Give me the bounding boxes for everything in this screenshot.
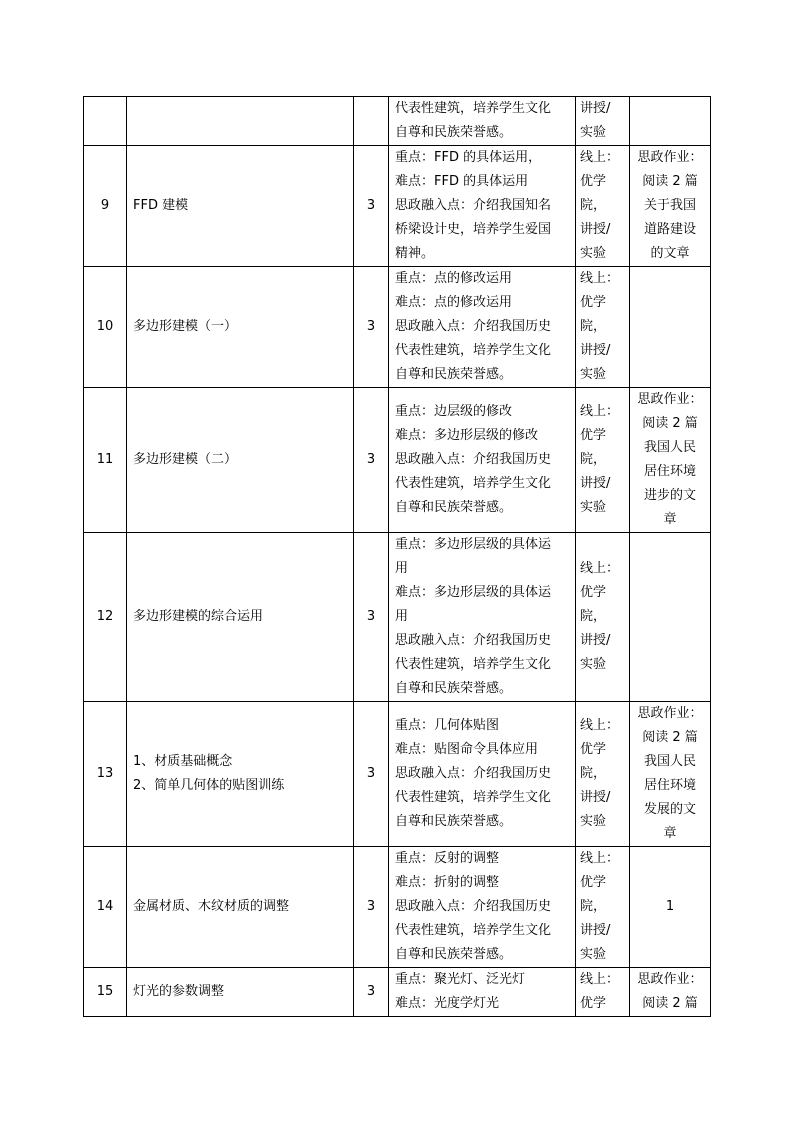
teaching-mode-cell — [576, 146, 630, 267]
homework-cell-line: 章 — [663, 512, 677, 527]
content-cell-line: 重点：几何体贴图 — [395, 718, 500, 733]
table-row — [84, 533, 711, 702]
content-cell — [389, 847, 576, 968]
homework-cell-line: 我国人民 — [643, 754, 696, 769]
teaching-mode-cell — [576, 702, 630, 847]
topic-cell — [127, 388, 354, 533]
content-cell-line: 代表性建筑，培养学生文化 — [395, 923, 552, 938]
teaching-mode-cell-line: 优学 — [580, 174, 607, 189]
homework-cell-line: 的文章 — [650, 246, 690, 261]
teaching-mode-cell-line: 线上： — [580, 150, 620, 165]
teaching-mode-cell-line: 实验 — [580, 500, 607, 515]
week-number-cell: 15 — [84, 968, 127, 1017]
teaching-mode-cell-line: 讲授/ — [580, 101, 611, 116]
homework-cell — [630, 533, 711, 702]
topic-cell — [127, 97, 354, 146]
hours-cell: 3 — [354, 267, 389, 388]
content-cell-line: 难点：光度学灯光 — [395, 996, 500, 1011]
homework-cell — [630, 146, 711, 267]
teaching-mode-cell-line: 讲授/ — [580, 633, 611, 648]
teaching-mode-cell — [576, 97, 630, 146]
teaching-mode-cell-line: 实验 — [580, 125, 607, 140]
topic-cell-line: FFD 建模 — [133, 198, 189, 213]
table-row — [84, 702, 711, 847]
teaching-mode-cell-line: 讲授/ — [580, 343, 611, 358]
table-body — [84, 97, 711, 1017]
content-cell-line: 思政融入点：介绍我国历史 — [395, 633, 552, 648]
content-cell-line: 难点：贴图命令具体应用 — [395, 742, 539, 757]
week-number-cell: 10 — [84, 267, 127, 388]
teaching-mode-cell-line: 院， — [580, 198, 607, 213]
homework-cell-line: 阅读 2 篇 — [642, 730, 698, 745]
week-number-cell — [84, 97, 127, 146]
homework-cell-line: 阅读 2 篇 — [642, 416, 698, 431]
homework-cell-line: 进步的文 — [643, 488, 696, 503]
content-cell-line: 用 — [395, 561, 409, 576]
homework-cell — [630, 702, 711, 847]
content-cell-line: 自尊和民族荣誉感。 — [395, 125, 513, 140]
content-cell-line: 思政融入点：介绍我国知名 — [395, 198, 552, 213]
week-number-cell: 12 — [84, 533, 127, 702]
homework-cell — [630, 267, 711, 388]
teaching-mode-cell-line: 优学 — [580, 996, 607, 1011]
teaching-mode-cell-line: 优学 — [580, 428, 607, 443]
topic-cell — [127, 847, 354, 968]
content-cell-line: 桥梁设计史，培养学生爱国 — [395, 222, 552, 237]
teaching-mode-cell-line: 讲授/ — [580, 923, 611, 938]
homework-cell-line: 1 — [665, 899, 675, 914]
hours-cell — [354, 97, 389, 146]
teaching-mode-cell-line: 讲授/ — [580, 222, 611, 237]
teaching-mode-cell-line: 实验 — [580, 814, 607, 829]
teaching-mode-cell — [576, 968, 630, 1017]
table-row — [84, 388, 711, 533]
homework-cell-line: 阅读 2 篇 — [642, 174, 698, 189]
hours-cell: 3 — [354, 847, 389, 968]
table-row — [84, 267, 711, 388]
content-cell-line: 思政融入点：介绍我国历史 — [395, 319, 552, 334]
homework-cell — [630, 847, 711, 968]
homework-cell-line: 居住环境 — [643, 464, 696, 479]
teaching-mode-cell-line: 线上： — [580, 718, 620, 733]
homework-cell — [630, 968, 711, 1017]
teaching-mode-cell-line: 实验 — [580, 367, 607, 382]
teaching-mode-cell-line: 讲授/ — [580, 476, 611, 491]
teaching-mode-cell-line: 讲授/ — [580, 790, 611, 805]
homework-cell-line: 思政作业： — [637, 150, 703, 165]
teaching-mode-cell-line: 实验 — [580, 246, 607, 261]
content-cell-line: 难点：多边形层级的具体运 — [395, 585, 552, 600]
content-cell — [389, 533, 576, 702]
teaching-mode-cell-line: 优学 — [580, 585, 607, 600]
teaching-mode-cell-line: 优学 — [580, 742, 607, 757]
teaching-mode-cell-line: 优学 — [580, 875, 607, 890]
content-cell-line: 自尊和民族荣誉感。 — [395, 500, 513, 515]
homework-cell-line: 思政作业： — [637, 706, 703, 721]
teaching-mode-cell-line: 院， — [580, 319, 607, 334]
content-cell-line: 重点：多边形层级的具体运 — [395, 537, 552, 552]
topic-cell-line: 灯光的参数调整 — [133, 984, 225, 999]
topic-cell — [127, 533, 354, 702]
content-cell-line: 重点：边层级的修改 — [395, 404, 513, 419]
table-row — [84, 968, 711, 1017]
teaching-mode-cell-line: 实验 — [580, 657, 607, 672]
content-cell-line: 自尊和民族荣誉感。 — [395, 947, 513, 962]
topic-cell-line: 金属材质、木纹材质的调整 — [133, 899, 290, 914]
content-cell-line: 思政融入点：介绍我国历史 — [395, 452, 552, 467]
teaching-mode-cell-line: 院， — [580, 899, 607, 914]
topic-cell-line: 2、简单几何体的贴图训练 — [133, 778, 285, 793]
content-cell — [389, 146, 576, 267]
content-cell-line: 代表性建筑，培养学生文化 — [395, 101, 552, 116]
topic-cell — [127, 267, 354, 388]
homework-cell-line: 发展的文 — [643, 802, 696, 817]
content-cell — [389, 388, 576, 533]
content-cell-line: 自尊和民族荣誉感。 — [395, 681, 513, 696]
content-cell-line: 难点：折射的调整 — [395, 875, 500, 890]
homework-cell — [630, 388, 711, 533]
content-cell-line: 用 — [395, 609, 409, 624]
teaching-mode-cell-line: 线上： — [580, 404, 620, 419]
topic-cell-line: 1、材质基础概念 — [133, 754, 233, 769]
week-number-cell: 13 — [84, 702, 127, 847]
teaching-mode-cell-line: 线上： — [580, 271, 620, 286]
content-cell-line: 重点：反射的调整 — [395, 851, 500, 866]
content-cell-line: 思政融入点：介绍我国历史 — [395, 899, 552, 914]
teaching-mode-cell-line: 实验 — [580, 947, 607, 962]
hours-cell: 3 — [354, 146, 389, 267]
teaching-mode-cell-line: 院， — [580, 609, 607, 624]
teaching-mode-cell-line: 院， — [580, 452, 607, 467]
teaching-mode-cell — [576, 388, 630, 533]
topic-cell — [127, 702, 354, 847]
teaching-mode-cell — [576, 847, 630, 968]
homework-cell-line: 关于我国 — [643, 198, 696, 213]
content-cell-line: 自尊和民族荣誉感。 — [395, 367, 513, 382]
topic-cell-line: 多边形建模（一） — [133, 319, 238, 334]
teaching-mode-cell-line: 优学 — [580, 295, 607, 310]
content-cell-line: 思政融入点：介绍我国历史 — [395, 766, 552, 781]
topic-cell — [127, 968, 354, 1017]
content-cell-line: 自尊和民族荣誉感。 — [395, 814, 513, 829]
content-cell-line: 重点：FFD 的具体运用， — [395, 150, 542, 165]
teaching-mode-cell-line: 院， — [580, 766, 607, 781]
homework-cell-line: 道路建设 — [643, 222, 696, 237]
topic-cell-line: 多边形建模（二） — [133, 452, 238, 467]
content-cell-line: 难点：点的修改运用 — [395, 295, 513, 310]
content-cell-line: 代表性建筑，培养学生文化 — [395, 657, 552, 672]
hours-cell: 3 — [354, 533, 389, 702]
topic-cell — [127, 146, 354, 267]
table-row — [84, 146, 711, 267]
content-cell-line: 代表性建筑，培养学生文化 — [395, 343, 552, 358]
teaching-mode-cell — [576, 267, 630, 388]
homework-cell-line: 思政作业： — [637, 972, 703, 987]
week-number-cell: 14 — [84, 847, 127, 968]
table-row — [84, 847, 711, 968]
topic-cell-line: 多边形建模的综合运用 — [133, 609, 264, 624]
table-row — [84, 97, 711, 146]
content-cell-line: 难点：多边形层级的修改 — [395, 428, 539, 443]
hours-cell: 3 — [354, 968, 389, 1017]
teaching-mode-cell-line: 线上： — [580, 851, 620, 866]
content-cell-line: 难点：FFD 的具体运用 — [395, 174, 529, 189]
content-cell-line: 精神。 — [395, 246, 435, 261]
content-cell-line: 代表性建筑，培养学生文化 — [395, 790, 552, 805]
week-number-cell: 11 — [84, 388, 127, 533]
week-number-cell: 9 — [84, 146, 127, 267]
homework-cell — [630, 97, 711, 146]
content-cell-line: 重点：点的修改运用 — [395, 271, 513, 286]
content-cell-line: 重点：聚光灯、泛光灯 — [395, 972, 526, 987]
hours-cell: 3 — [354, 702, 389, 847]
homework-cell-line: 我国人民 — [643, 440, 696, 455]
content-cell-line: 代表性建筑，培养学生文化 — [395, 476, 552, 491]
content-cell — [389, 97, 576, 146]
teaching-mode-cell-line: 线上： — [580, 972, 620, 987]
homework-cell-line: 居住环境 — [643, 778, 696, 793]
content-cell — [389, 267, 576, 388]
course-schedule-table — [83, 96, 711, 1017]
homework-cell-line: 阅读 2 篇 — [642, 996, 698, 1011]
hours-cell: 3 — [354, 388, 389, 533]
homework-cell-line: 章 — [663, 826, 677, 841]
teaching-mode-cell — [576, 533, 630, 702]
teaching-mode-cell-line: 线上： — [580, 561, 620, 576]
content-cell — [389, 702, 576, 847]
homework-cell-line: 思政作业： — [637, 392, 703, 407]
content-cell — [389, 968, 576, 1017]
